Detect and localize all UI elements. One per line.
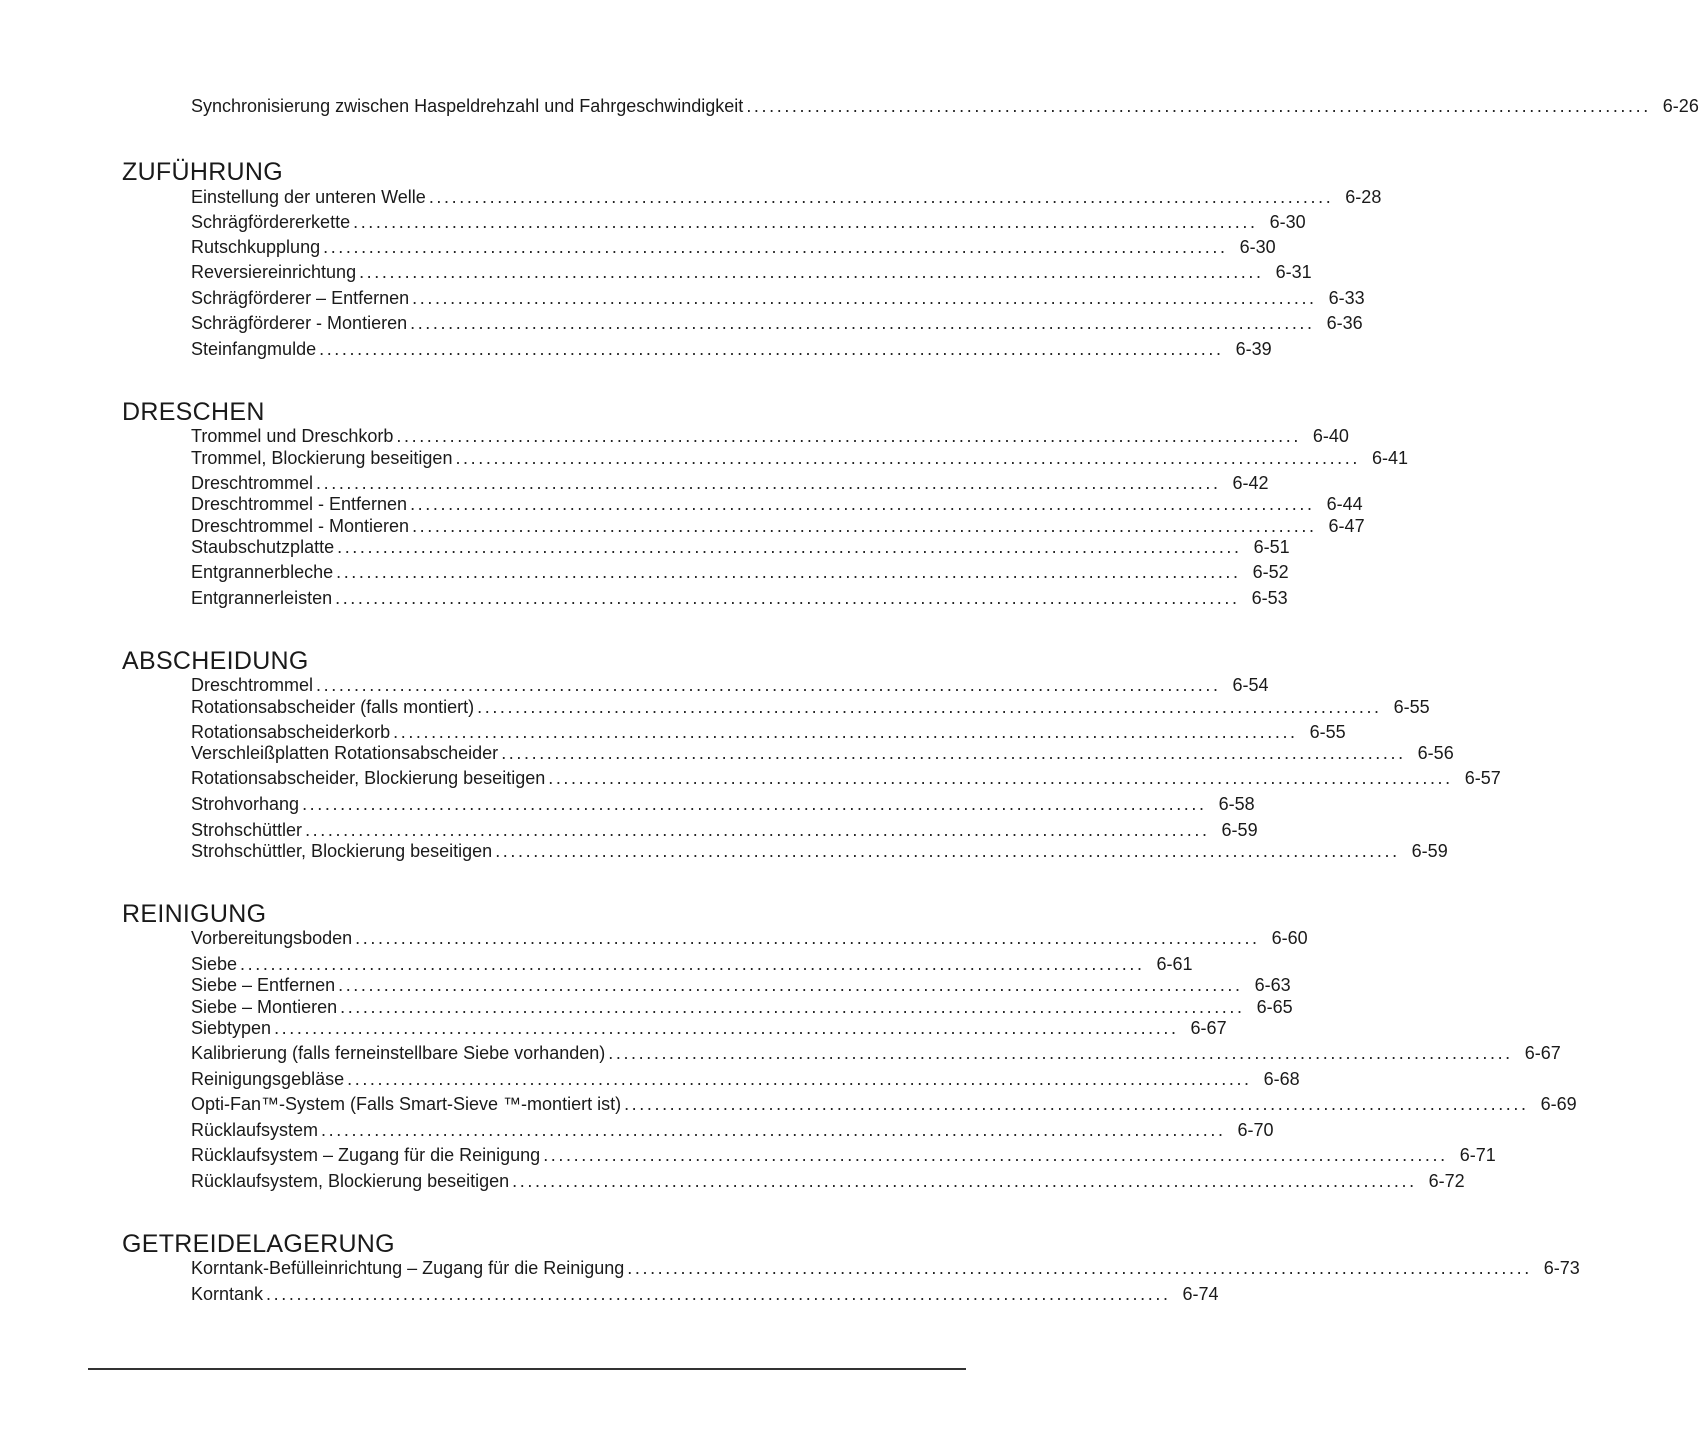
entry-page: 6-30 — [1239, 237, 1276, 257]
entry-title: Schrägförderer – Entfernen — [191, 288, 410, 308]
dot-leader: ....................................................................................................................... — [336, 562, 1241, 582]
toc-entry — [191, 424, 1349, 448]
entry-title: Rücklaufsystem – Zugang für die Reinigung — [191, 1145, 541, 1165]
toc-entry — [191, 1169, 1465, 1193]
entry-page: 6-60 — [1271, 928, 1308, 948]
dot-leader: ....................................................................................................................... — [512, 1171, 1417, 1191]
entry-title: Schrägfördererkette — [191, 212, 351, 232]
entry-page: 6-65 — [1256, 997, 1293, 1017]
entry-title: Einstellung der unteren Welle — [191, 187, 426, 207]
section-heading: ZUFÜHRUNG — [122, 158, 284, 186]
toc-entry — [191, 1256, 1580, 1280]
footer-rule — [88, 1368, 966, 1370]
entry-title: Rücklaufsystem — [191, 1120, 319, 1140]
entry-title: Entgrannerleisten — [191, 588, 333, 608]
toc-entry — [191, 185, 1382, 209]
dot-leader: ....................................................................................................................... — [501, 743, 1406, 763]
toc-entry — [191, 94, 1699, 118]
entry-page: 6-26 — [1662, 96, 1699, 116]
toc-entry — [191, 260, 1312, 284]
toc-entry — [191, 286, 1365, 310]
entry-page: 6-39 — [1235, 339, 1272, 359]
dot-leader: ....................................................................................................................... — [335, 588, 1240, 608]
dot-leader: ....................................................................................................................... — [746, 96, 1651, 116]
dot-leader: ....................................................................................................................... — [543, 1145, 1448, 1165]
entry-page: 6-58 — [1218, 794, 1255, 814]
toc-entry — [191, 210, 1306, 234]
entry-title: Reinigungsgebläse — [191, 1069, 345, 1089]
entry-page: 6-40 — [1312, 426, 1349, 446]
entry-page: 6-53 — [1251, 588, 1288, 608]
toc-entry — [191, 492, 1363, 516]
dot-leader: ....................................................................................................................... — [608, 1043, 1513, 1063]
dot-leader: ....................................................................................................................... — [627, 1258, 1532, 1278]
entry-title: Dreschtrommel — [191, 473, 314, 493]
entry-title: Kalibrierung (falls ferneinstellbare Siebe vorhanden) — [191, 1043, 606, 1063]
toc-entry — [191, 839, 1448, 863]
entry-title: Trommel, Blockierung beseitigen — [191, 448, 453, 468]
entry-title: Strohvorhang — [191, 794, 300, 814]
dot-leader: ....................................................................................................................... — [353, 212, 1258, 232]
dot-leader: ....................................................................................................................... — [347, 1069, 1252, 1089]
entry-page: 6-41 — [1371, 448, 1408, 468]
toc-entry — [191, 766, 1501, 790]
entry-title: Siebtypen — [191, 1018, 272, 1038]
dot-leader: ....................................................................................................................... — [319, 339, 1224, 359]
entry-title: Reversiereinrichtung — [191, 262, 357, 282]
toc-entry — [191, 235, 1276, 259]
entry-title: Strohschüttler — [191, 820, 303, 840]
entry-page: 6-67 — [1190, 1018, 1227, 1038]
toc-entry — [191, 337, 1272, 361]
dot-leader: ....................................................................................................................... — [410, 494, 1315, 514]
entry-page: 6-28 — [1345, 187, 1382, 207]
toc-entry — [191, 535, 1290, 559]
entry-title: Steinfangmulde — [191, 339, 317, 359]
entry-page: 6-51 — [1253, 537, 1290, 557]
entry-page: 6-36 — [1326, 313, 1363, 333]
toc-entry — [191, 1282, 1219, 1306]
entry-page: 6-55 — [1393, 697, 1430, 717]
toc-entry — [191, 1067, 1300, 1091]
entry-title: Dreschtrommel - Montieren — [191, 516, 410, 536]
dot-leader: ....................................................................................................................... — [412, 516, 1317, 536]
toc-entry — [191, 586, 1288, 610]
entry-page: 6-47 — [1328, 516, 1365, 536]
dot-leader: ....................................................................................................................... — [338, 975, 1243, 995]
entry-page: 6-33 — [1328, 288, 1365, 308]
dot-leader: ....................................................................................................................... — [477, 697, 1382, 717]
dot-leader: ....................................................................................................................... — [340, 997, 1245, 1017]
entry-title: Rücklaufsystem, Blockierung beseitigen — [191, 1171, 510, 1191]
toc-entry — [191, 695, 1430, 719]
toc-entry — [191, 446, 1408, 470]
toc-entry — [191, 1092, 1577, 1116]
dot-leader: ....................................................................................................................... — [495, 841, 1400, 861]
entry-title: Rotationsabscheiderkorb — [191, 722, 391, 742]
toc-entry — [191, 926, 1308, 950]
entry-page: 6-56 — [1417, 743, 1454, 763]
toc-entry — [191, 792, 1255, 816]
entry-page: 6-44 — [1326, 494, 1363, 514]
entry-title: Verschleißplatten Rotationsabscheider — [191, 743, 499, 763]
section-heading: DRESCHEN — [122, 398, 265, 426]
toc-entry — [191, 1041, 1561, 1065]
entry-page: 6-52 — [1252, 562, 1289, 582]
entry-page: 6-70 — [1237, 1120, 1274, 1140]
entry-title: Rotationsabscheider, Blockierung beseitigen — [191, 768, 546, 788]
dot-leader: ....................................................................................................................... — [412, 288, 1317, 308]
toc-entry — [191, 741, 1454, 765]
entry-title: Dreschtrommel — [191, 675, 314, 695]
entry-page: 6-74 — [1182, 1284, 1219, 1304]
entry-page: 6-61 — [1156, 954, 1193, 974]
entry-title: Rotationsabscheider (falls montiert) — [191, 697, 475, 717]
entry-title: Korntank-Befülleinrichtung – Zugang für die Reinigung — [191, 1258, 625, 1278]
dot-leader: ....................................................................................................................... — [240, 954, 1145, 974]
dot-leader: ....................................................................................................................... — [274, 1018, 1179, 1038]
section-heading: REINIGUNG — [122, 900, 267, 928]
dot-leader: ....................................................................................................................... — [624, 1094, 1529, 1114]
entry-page: 6-68 — [1263, 1069, 1300, 1089]
entry-title: Vorbereitungsboden — [191, 928, 353, 948]
dot-leader: ....................................................................................................................... — [305, 820, 1210, 840]
dot-leader: ....................................................................................................................... — [359, 262, 1264, 282]
entry-title: Rutschkupplung — [191, 237, 321, 257]
dot-leader: ....................................................................................................................... — [321, 1120, 1226, 1140]
toc-entry — [191, 311, 1363, 335]
dot-leader: ....................................................................................................................... — [266, 1284, 1171, 1304]
entry-title: Siebe — [191, 954, 238, 974]
entry-title: Siebe – Entfernen — [191, 975, 336, 995]
dot-leader: ....................................................................................................................... — [548, 768, 1453, 788]
entry-page: 6-59 — [1411, 841, 1448, 861]
entry-title: Dreschtrommel - Entfernen — [191, 494, 408, 514]
dot-leader: ....................................................................................................................... — [316, 473, 1221, 493]
entry-title: Korntank — [191, 1284, 264, 1304]
entry-page: 6-55 — [1309, 722, 1346, 742]
entry-page: 6-57 — [1464, 768, 1501, 788]
dot-leader: ....................................................................................................................... — [316, 675, 1221, 695]
dot-leader: ....................................................................................................................... — [428, 187, 1334, 207]
entry-title: Synchronisierung zwischen Haspeldrehzahl und Fahrgeschwindigkeit — [191, 96, 744, 116]
toc-entry — [191, 1016, 1227, 1040]
entry-page: 6-69 — [1540, 1094, 1577, 1114]
dot-leader: ....................................................................................................................... — [396, 426, 1301, 446]
entry-page: 6-72 — [1428, 1171, 1465, 1191]
entry-page: 6-30 — [1269, 212, 1306, 232]
section-heading: GETREIDELAGERUNG — [122, 1230, 395, 1258]
entry-page: 6-42 — [1232, 473, 1269, 493]
entry-title: Opti-Fan™-System (Falls Smart-Sieve ™-montiert ist) — [191, 1094, 622, 1114]
entry-title: Trommel und Dreschkorb — [191, 426, 394, 446]
dot-leader: ....................................................................................................................... — [410, 313, 1315, 333]
entry-title: Siebe – Montieren — [191, 997, 338, 1017]
toc-entry — [191, 973, 1291, 997]
entry-page: 6-54 — [1232, 675, 1269, 695]
dot-leader: ....................................................................................................................... — [337, 537, 1242, 557]
dot-leader: ....................................................................................................................... — [302, 794, 1207, 814]
entry-page: 6-63 — [1254, 975, 1291, 995]
entry-page: 6-67 — [1524, 1043, 1561, 1063]
entry-title: Staubschutzplatte — [191, 537, 335, 557]
dot-leader: ....................................................................................................................... — [393, 722, 1298, 742]
toc-entry — [191, 673, 1269, 697]
dot-leader: ....................................................................................................................... — [455, 448, 1360, 468]
toc-entry — [191, 560, 1289, 584]
section-heading: ABSCHEIDUNG — [122, 647, 309, 675]
toc-entry — [191, 1143, 1496, 1167]
entry-page: 6-59 — [1221, 820, 1258, 840]
dot-leader: ....................................................................................................................... — [355, 928, 1260, 948]
entry-title: Schrägförderer - Montieren — [191, 313, 408, 333]
entry-page: 6-71 — [1459, 1145, 1496, 1165]
toc-entry — [191, 1118, 1274, 1142]
entry-title: Strohschüttler, Blockierung beseitigen — [191, 841, 493, 861]
dot-leader: ....................................................................................................................... — [323, 237, 1228, 257]
entry-page: 6-31 — [1275, 262, 1312, 282]
entry-title: Entgrannerbleche — [191, 562, 334, 582]
entry-page: 6-73 — [1543, 1258, 1580, 1278]
